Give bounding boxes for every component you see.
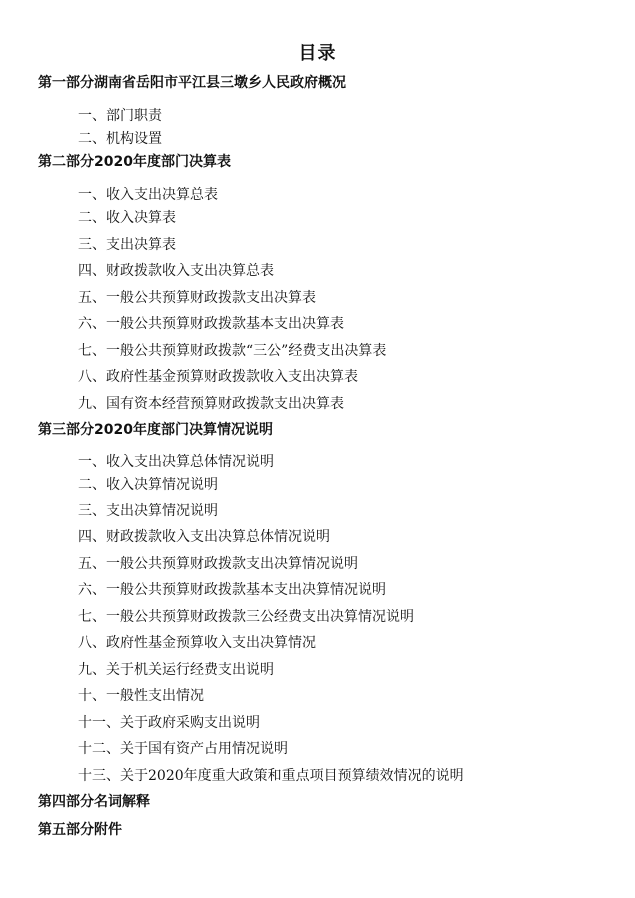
toc-item: 六、一般公共预算财政拨款基本支出决算表 [78, 316, 344, 332]
toc-item: 二、收入决算表 [78, 210, 176, 226]
toc-item: 八、政府性基金预算收入支出决算情况 [78, 635, 316, 651]
toc-item: 三、支出决算情况说明 [78, 503, 218, 519]
toc-item: 三、支出决算表 [78, 237, 176, 253]
toc-item: 二、机构设置 [78, 131, 162, 147]
section-heading-part2: 第二部分2020年度部门决算表 [38, 154, 231, 170]
toc-item: 六、一般公共预算财政拨款基本支出决算情况说明 [78, 582, 386, 598]
section-heading-part5: 第五部分附件 [38, 822, 122, 838]
toc-item: 四、财政拨款收入支出决算总体情况说明 [78, 529, 330, 545]
toc-item: 一、收入支出决算总体情况说明 [78, 454, 274, 470]
toc-item: 五、一般公共预算财政拨款支出决算情况说明 [78, 556, 358, 572]
toc-item: 七、一般公共预算财政拨款“三公”经费支出决算表 [78, 343, 387, 359]
toc-item: 十、一般性支出情况 [78, 688, 204, 704]
toc-item: 八、政府性基金预算财政拨款收入支出决算表 [78, 369, 358, 385]
section-heading-part1: 第一部分湖南省岳阳市平江县三墩乡人民政府概况 [38, 75, 346, 91]
section-heading-part4: 第四部分名词解释 [38, 794, 150, 810]
toc-item: 二、收入决算情况说明 [78, 477, 218, 493]
toc-item: 十二、关于国有资产占用情况说明 [78, 741, 288, 757]
toc-item: 四、财政拨款收入支出决算总表 [78, 263, 274, 279]
toc-item: 十一、关于政府采购支出说明 [78, 715, 260, 731]
toc-item: 九、国有资本经营预算财政拨款支出决算表 [78, 396, 344, 412]
page-title: 目录 [298, 43, 337, 64]
toc-item: 七、一般公共预算财政拨款三公经费支出决算情况说明 [78, 609, 414, 625]
toc-item: 十三、关于2020年度重大政策和重点项目预算绩效情况的说明 [78, 768, 464, 784]
toc-item: 一、部门职责 [78, 108, 162, 124]
toc-item: 九、关于机关运行经费支出说明 [78, 662, 274, 678]
toc-item: 五、一般公共预算财政拨款支出决算表 [78, 290, 316, 306]
toc-item: 一、收入支出决算总表 [78, 187, 218, 203]
section-heading-part3: 第三部分2020年度部门决算情况说明 [38, 422, 273, 438]
